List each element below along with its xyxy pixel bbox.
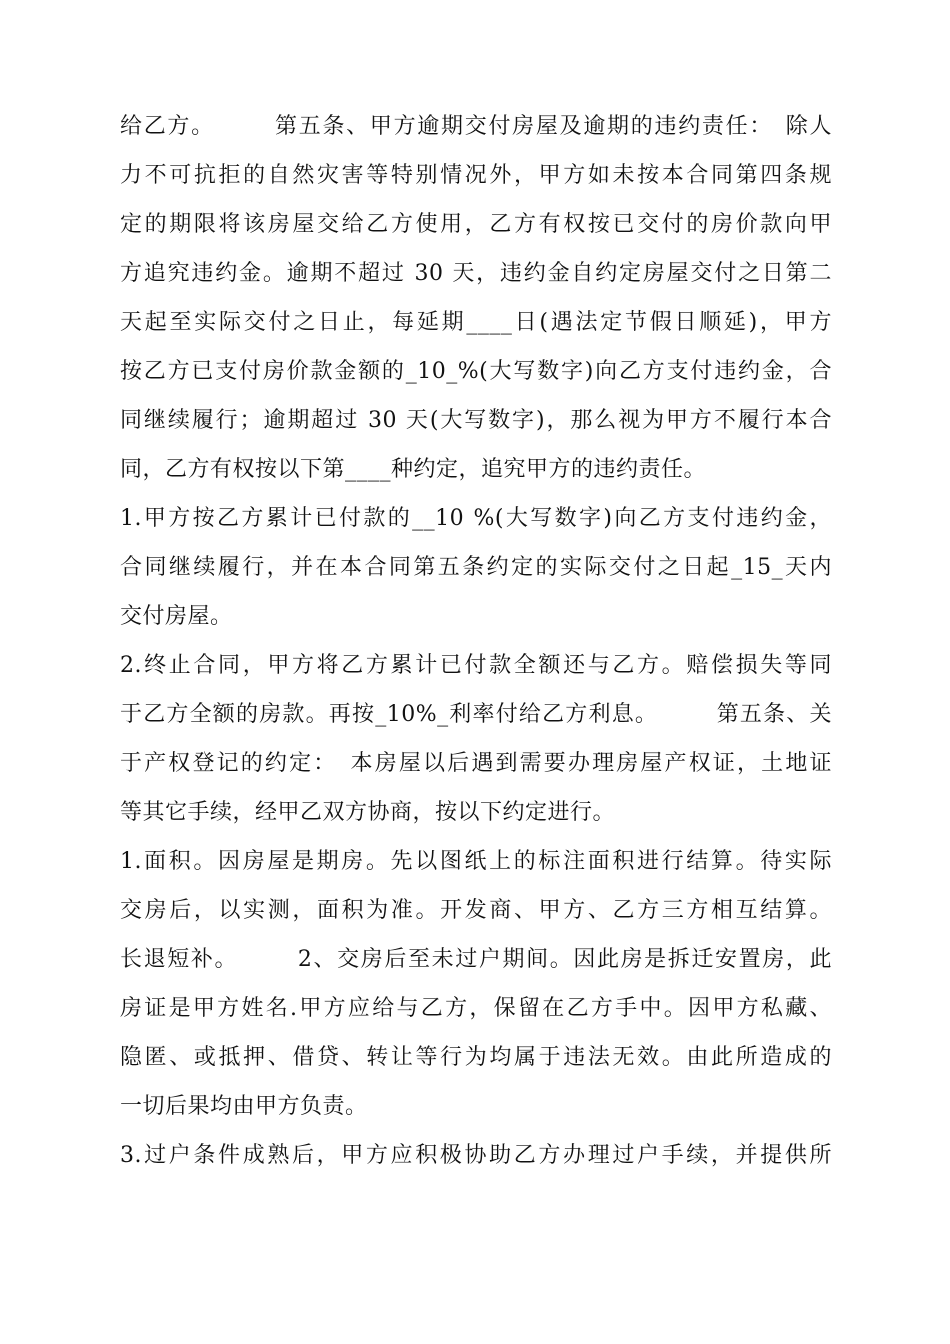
document-body [120, 102, 832, 1180]
text-line: 按乙方已支付房价款金额的_10_%(大写数字)向乙方支付违约金，合 [120, 359, 832, 384]
text-line: 交房后，以实测，面积为准。开发商、甲方、乙方三方相互结算。 [120, 898, 832, 923]
text-line: 天起至实际交付之日止，每延期____日(遇法定节假日顺延)，甲方 [120, 310, 832, 335]
text-line: 同继续履行；逾期超过 30 天(大写数字)，那么视为甲方不履行本合 [120, 408, 832, 433]
text-line: 于乙方全额的房款。再按_10%_利率付给乙方利息。 第五条、关 [120, 702, 832, 727]
text-line: 一切后果均由甲方负责。 [120, 1094, 368, 1119]
text-line: 同，乙方有权按以下第____种约定，追究甲方的违约责任。 [120, 457, 707, 482]
text-line: 合同继续履行，并在本合同第五条约定的实际交付之日起_15_天内 [120, 555, 832, 580]
text-line: 定的期限将该房屋交给乙方使用，乙方有权按已交付的房价款向甲 [120, 212, 832, 237]
text-line: 力不可抗拒的自然灾害等特别情况外，甲方如未按本合同第四条规 [120, 163, 832, 188]
text-line: 给乙方。 第五条、甲方逾期交付房屋及逾期的违约责任： 除人 [120, 114, 832, 139]
text-line: 等其它手续，经甲乙双方协商，按以下约定进行。 [120, 800, 616, 825]
text-line: 交付房屋。 [120, 604, 233, 629]
text-line: 2.终止合同，甲方将乙方累计已付款全额还与乙方。赔偿损失等同 [120, 653, 832, 678]
text-line: 方追究违约金。逾期不超过 30 天，违约金自约定房屋交付之日第二 [120, 261, 832, 286]
text-line: 3.过户条件成熟后，甲方应积极协助乙方办理过户手续，并提供所 [120, 1143, 832, 1168]
text-line: 1.面积。因房屋是期房。先以图纸上的标注面积进行结算。待实际 [120, 849, 832, 874]
text-line: 长退短补。 2、交房后至未过户期间。因此房是拆迁安置房，此 [120, 947, 832, 972]
text-line: 房证是甲方姓名.甲方应给与乙方，保留在乙方手中。因甲方私藏、 [120, 996, 832, 1021]
text-line: 于产权登记的约定： 本房屋以后遇到需要办理房屋产权证，土地证 [120, 751, 832, 776]
text-line: 1.甲方按乙方累计已付款的__10 %(大写数字)向乙方支付违约金， [120, 506, 832, 531]
text-line: 隐匿、或抵押、借贷、转让等行为均属于违法无效。由此所造成的 [120, 1045, 832, 1070]
